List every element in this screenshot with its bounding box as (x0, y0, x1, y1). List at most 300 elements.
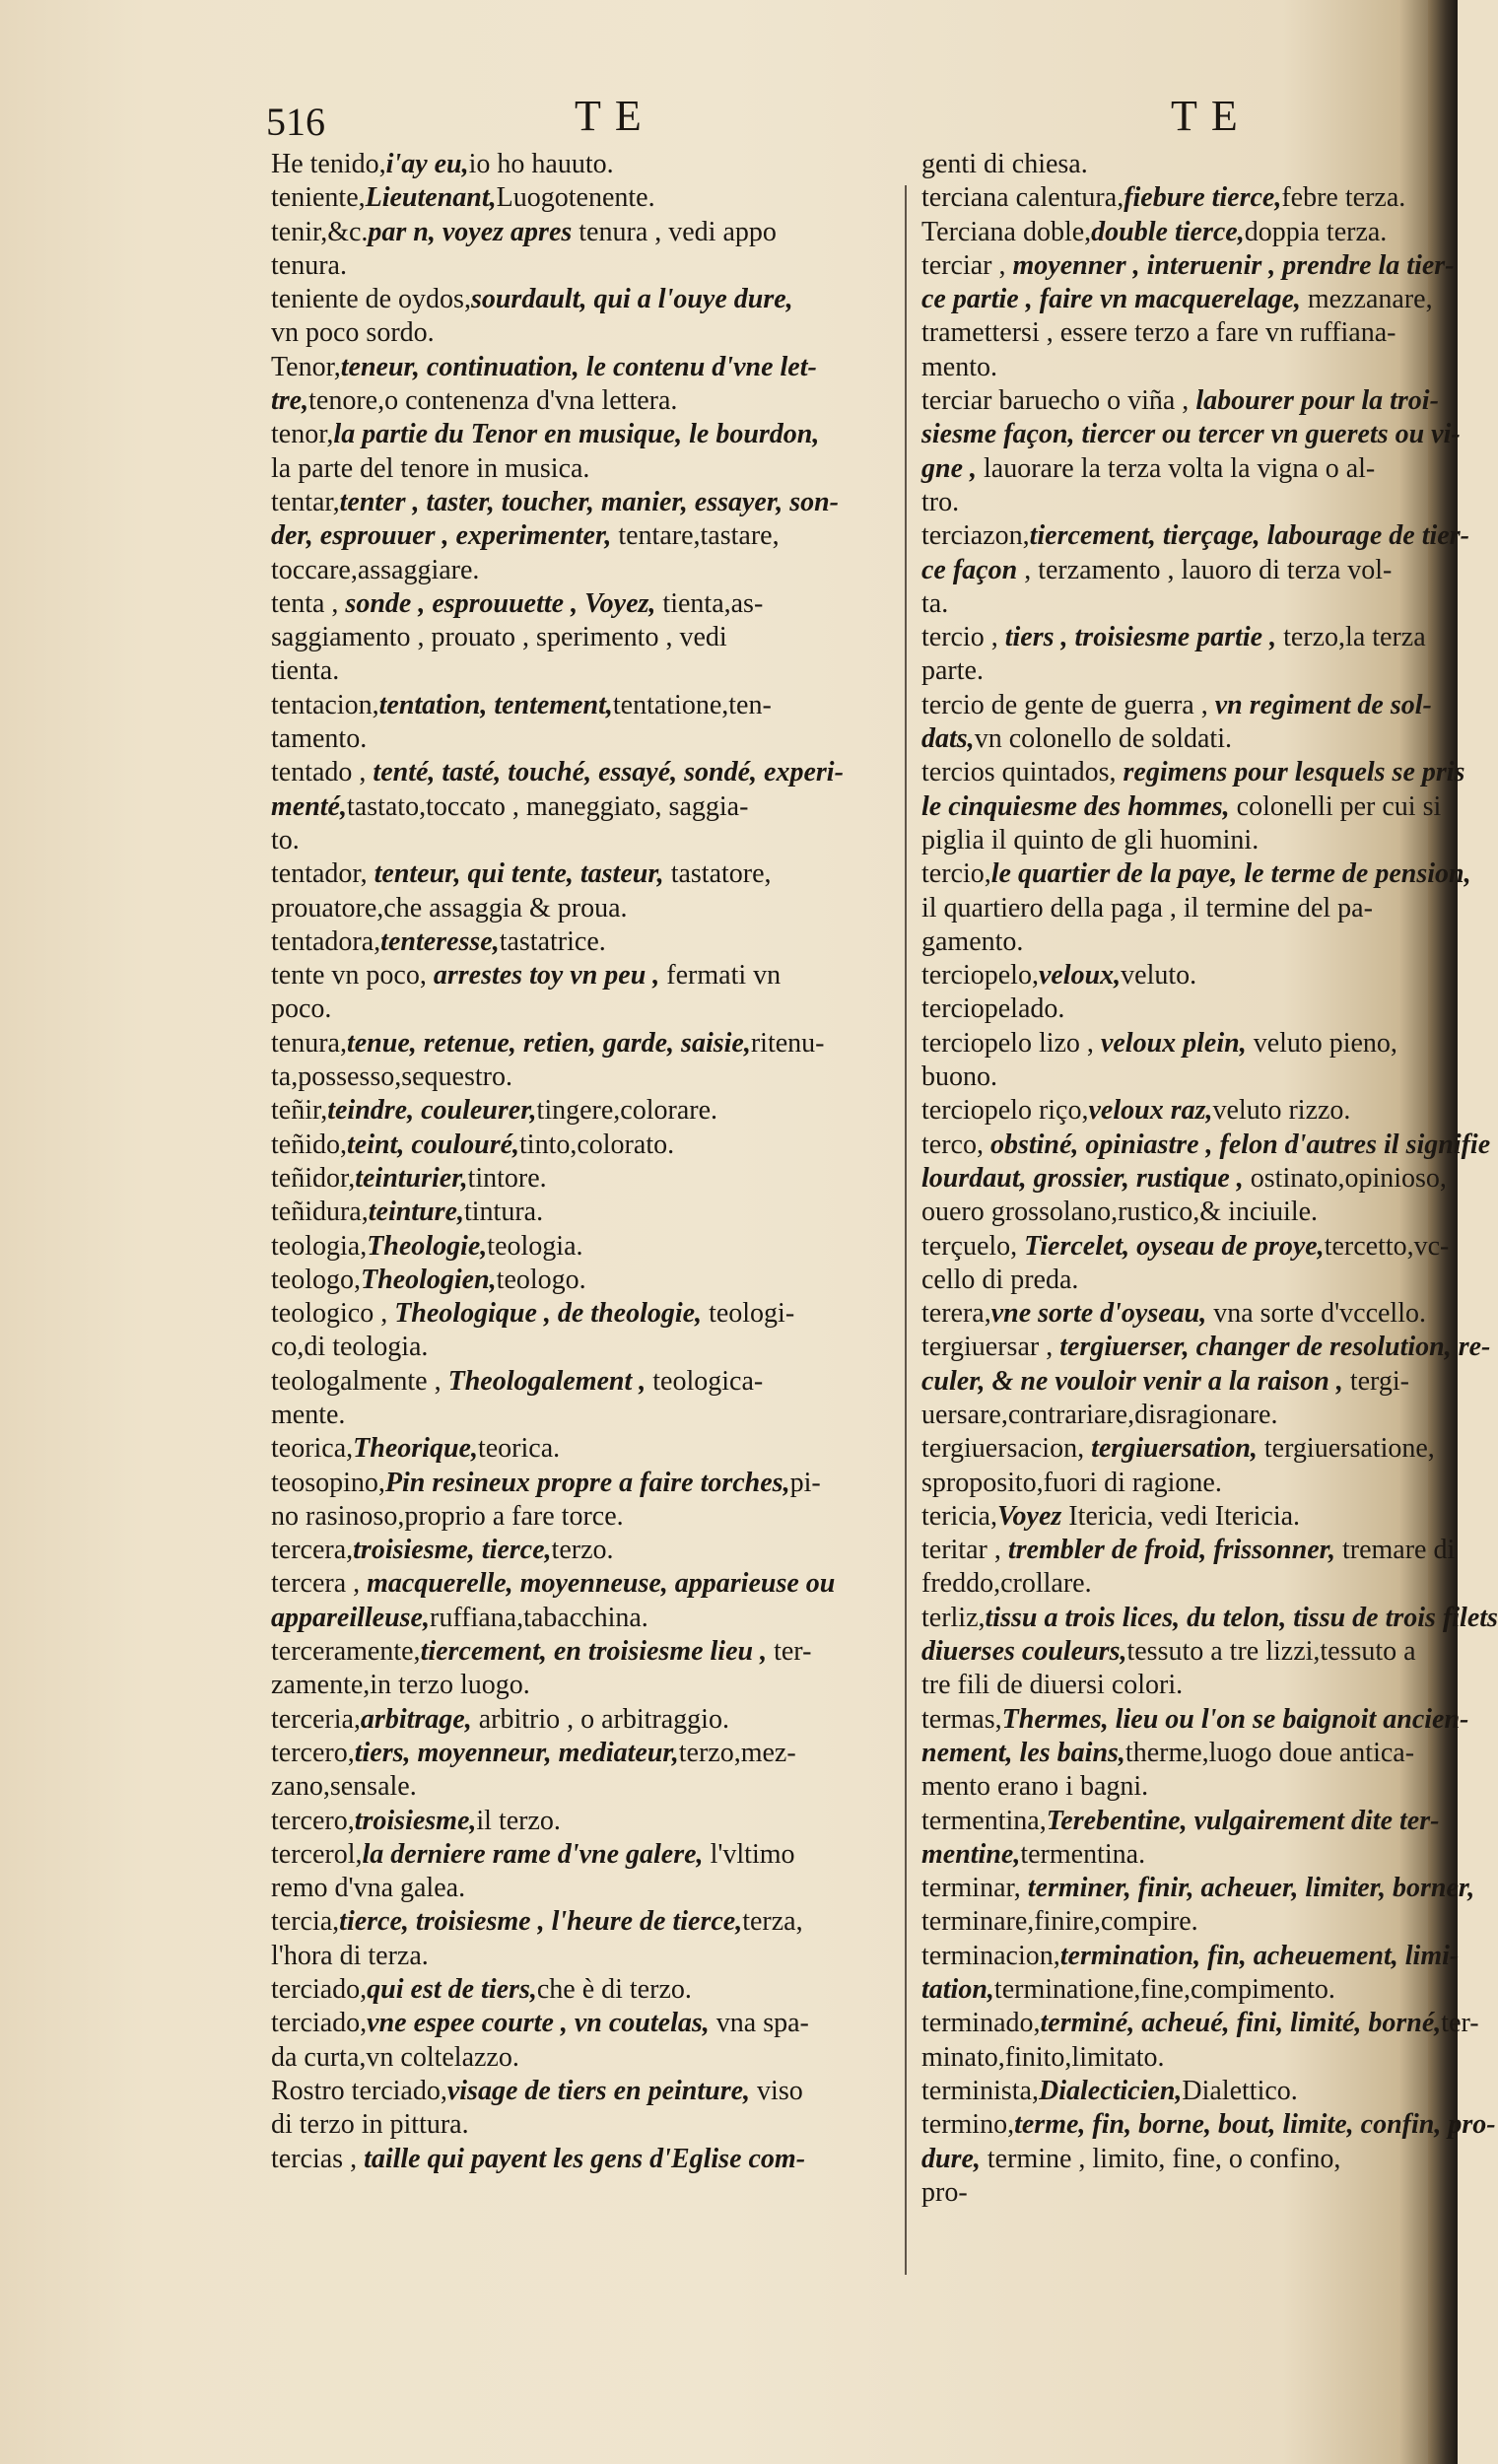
entry-text: tercero, (271, 1805, 355, 1836)
entry-line (921, 1500, 1434, 1534)
entry-text: terciopelo lizo , (921, 1027, 1101, 1059)
french-gloss: par n, voyez apres (368, 216, 573, 247)
french-gloss: i'ay eu, (385, 149, 469, 179)
entry-line (921, 790, 1442, 824)
entry-line (271, 1602, 902, 1635)
entry-text: tercerol, (271, 1838, 363, 1870)
entry-text: to. (271, 824, 300, 856)
french-gloss: Pin resineux propre a faire torches, (384, 1467, 790, 1498)
entry-text: tercera , (271, 1568, 368, 1600)
french-gloss: teint, coulouré, (347, 1129, 520, 1160)
french-gloss: fiebure tierce, (1124, 182, 1282, 214)
entry-line (921, 1703, 1469, 1737)
entry-text: terco, (921, 1129, 990, 1160)
entry-text: di terzo in pittura. (271, 2109, 469, 2141)
french-gloss: der, esprouuer , experimenter, (271, 520, 612, 552)
french-gloss: Dialecticien, (1038, 2075, 1183, 2106)
entry-text: tercetto,vc- (1324, 1230, 1450, 1262)
entry-line (271, 316, 902, 350)
entry-text: tentar, (271, 486, 340, 517)
entry-line (921, 2041, 1434, 2075)
entry-line (271, 824, 902, 857)
french-gloss: Tiercelet, oyseau de proye, (1024, 1230, 1325, 1262)
entry-text: terzo. (551, 1535, 614, 1566)
french-gloss: Theologalement , (447, 1365, 647, 1397)
entry-text: terçuelo, (921, 1230, 1025, 1262)
entry-text: teniente de oydos, (271, 284, 471, 315)
entry-text: terciar , (921, 249, 1013, 281)
entry-text: veluto. (1121, 960, 1197, 992)
french-gloss: tation, (921, 1974, 994, 2006)
entry-text: tercio de gente de guerra , (921, 689, 1215, 720)
entry-line (921, 1905, 1434, 1939)
french-gloss: obstiné, opiniastre , felon d'autres il signifie (989, 1129, 1491, 1160)
entry-text: genti di chiesa. (921, 149, 1088, 179)
french-gloss: regimens pour lesquels se pris (1123, 757, 1465, 788)
french-gloss: veloux, (1038, 960, 1122, 992)
entry-text: teologo, (271, 1264, 361, 1295)
entry-text: toccare,assaggiare. (271, 554, 480, 585)
entry-line (271, 2143, 902, 2176)
entry-text: terminacion, (921, 1940, 1060, 1971)
french-gloss: la derniere rame d'vne galere, (362, 1838, 704, 1870)
french-gloss: tiercement, tierçage, labourage de tier- (1029, 520, 1469, 552)
entry-text: piglia il quinto de gli huomini. (921, 824, 1260, 856)
entry-line (271, 2075, 902, 2108)
entry-line (921, 1331, 1491, 1364)
french-gloss: dats, (921, 723, 975, 755)
entry-line (271, 418, 902, 451)
french-gloss: nement, les bains, (921, 1737, 1125, 1768)
entry-text: termino, (921, 2109, 1015, 2141)
entry-text: veluto rizzo. (1212, 1095, 1351, 1127)
entry-line (271, 1297, 902, 1331)
entry-text: zamente,in terzo luogo. (271, 1670, 530, 1701)
entry-text: terera, (921, 1298, 991, 1330)
entry-line (921, 1737, 1434, 1770)
entry-text: Luogotenente. (496, 182, 655, 214)
entry-line (271, 1230, 902, 1264)
entry-line (271, 181, 902, 215)
entry-line (921, 722, 1434, 756)
french-gloss: ce partie , faire vn macquerelage, (921, 284, 1301, 315)
entry-text: terciado, (271, 1974, 368, 2006)
entry-text: che è di terzo. (536, 1974, 692, 2006)
entry-text: tercio , (921, 622, 1005, 653)
french-gloss: arrestes toy vn peu , (433, 960, 660, 992)
entry-line (921, 452, 1434, 486)
entry-line (921, 959, 1434, 992)
entry-text: teologica- (646, 1365, 764, 1397)
french-gloss: mentine, (921, 1838, 1021, 1870)
entry-line (921, 654, 1434, 688)
entry-line (921, 1635, 1434, 1669)
entry-line (921, 824, 1434, 857)
entry-text: tro. (921, 486, 960, 517)
entry-line (271, 148, 902, 181)
entry-line (271, 1162, 902, 1196)
entry-text: teñido, (271, 1129, 347, 1160)
entry-text: teorica. (477, 1433, 561, 1465)
french-gloss: sourdault, qui a l'ouye dure, (470, 284, 793, 315)
entry-line (921, 1399, 1434, 1432)
entry-text: , terzamento , lauoro di terza vol- (1017, 554, 1393, 585)
entry-text: tergiuersatione, (1257, 1433, 1435, 1465)
entry-line (921, 992, 1434, 1026)
french-gloss: macquerelle, moyenneuse, apparieuse ou (367, 1568, 836, 1600)
french-gloss: Theologique , de theologie, (394, 1298, 703, 1330)
page-number: 516 (266, 100, 325, 144)
entry-line (271, 1432, 902, 1466)
entry-line (271, 249, 902, 283)
entry-line (271, 756, 902, 789)
entry-text: termentina, (921, 1805, 1047, 1836)
entry-text: terminista, (921, 2075, 1039, 2106)
entry-text: tastatrice. (499, 925, 606, 957)
entry-line (271, 790, 902, 824)
french-gloss: tenter , taster, toucher, manier, essayer, son- (339, 486, 840, 517)
entry-line (921, 1432, 1434, 1466)
french-gloss: le quartier de la paye, le terme de pension, (990, 858, 1471, 890)
french-gloss: tiercement, en troisiesme lieu , (420, 1636, 768, 1668)
entry-text: sproposito,fuori di ragione. (921, 1467, 1222, 1498)
entry-text: fermati vn (659, 960, 782, 992)
entry-text: tentare,tastare, (611, 520, 780, 552)
entry-text: mezzanare, (1300, 284, 1433, 315)
entry-text: lauorare la terza volta la vigna o al- (977, 452, 1376, 484)
entry-line (921, 1196, 1434, 1229)
french-gloss: veloux plein, (1100, 1027, 1247, 1059)
french-gloss: diuerses couleurs, (921, 1636, 1127, 1668)
entry-text: mento erano i bagni. (921, 1771, 1149, 1803)
entry-text: tintura. (463, 1197, 544, 1228)
entry-line (921, 621, 1434, 654)
entry-text: He tenido, (271, 149, 386, 179)
french-gloss: ce façon (921, 554, 1018, 585)
entry-line (921, 1838, 1434, 1872)
entry-text: mento. (921, 351, 997, 382)
french-gloss: tenteresse, (380, 925, 500, 957)
entry-line (271, 722, 902, 756)
entry-text: tinto,colorato. (519, 1129, 675, 1160)
entry-text: tenir,&c. (271, 216, 369, 247)
entry-line (921, 1467, 1434, 1500)
entry-text: tastato,toccato , maneggiato, saggia- (347, 790, 749, 822)
entry-text: ouero grossolano,rustico,& inciuile. (921, 1197, 1319, 1228)
entry-text: l'vltimo (703, 1838, 795, 1870)
french-gloss: moyenner , interuenir , prendre la tier- (1012, 249, 1455, 281)
entry-text: no rasinoso,proprio a fare torce. (271, 1500, 624, 1532)
french-gloss: vne espee courte , vn coutelas, (367, 2008, 710, 2039)
french-gloss: teneur, continuation, le contenu d'vne let- (340, 351, 817, 382)
entry-line (271, 1940, 902, 1973)
entry-text: gamento. (921, 925, 1024, 957)
entry-text: io ho hauuto. (468, 149, 614, 179)
french-gloss: qui est de tiers, (367, 1974, 537, 2006)
entry-text: da curta,vn coltelazzo. (271, 2041, 519, 2073)
entry-text: terminare,finire,compire. (921, 1906, 1198, 1938)
entry-line (271, 2007, 902, 2040)
entry-text: teñidura, (271, 1197, 369, 1228)
entry-line (921, 418, 1461, 451)
french-gloss: Theologie, (367, 1230, 488, 1262)
entry-text: Terciana doble, (921, 216, 1092, 247)
entry-line (921, 181, 1434, 215)
entry-text: tercero, (271, 1737, 355, 1768)
entry-line (921, 689, 1434, 722)
entry-text: poco. (271, 993, 332, 1025)
entry-text: tentadora, (271, 925, 381, 957)
entry-text: tergiuersacion, (921, 1433, 1092, 1465)
entry-text: ter- (1441, 2008, 1479, 2039)
entry-text: terciopelo riço, (921, 1095, 1089, 1127)
entry-text: tenor, (271, 419, 334, 450)
entry-text: teritar , (921, 1535, 1008, 1566)
entry-line (921, 892, 1434, 925)
entry-text: teñir, (271, 1095, 328, 1127)
french-gloss: appareilleuse, (271, 1602, 430, 1633)
french-gloss: Voyez (996, 1500, 1062, 1532)
entry-line (271, 2041, 902, 2075)
entry-line (921, 756, 1465, 789)
entry-line (271, 554, 902, 587)
entry-text: mente. (271, 1399, 346, 1430)
entry-line (271, 587, 902, 621)
entry-text: tremare di (1334, 1535, 1456, 1566)
entry-text: tienta. (271, 655, 340, 687)
entry-text: febre terza. (1281, 182, 1406, 214)
entry-line (271, 452, 902, 486)
entry-line (921, 216, 1434, 249)
french-gloss: culer, & ne vouloir venir a la raison , (921, 1365, 1343, 1397)
entry-line (271, 1094, 902, 1128)
french-gloss: dure, (921, 2143, 981, 2174)
entry-text: pi- (789, 1467, 821, 1498)
entry-line (271, 1669, 902, 1702)
entry-text: tergi- (1342, 1365, 1409, 1397)
entry-text: tergiuersar , (921, 1332, 1060, 1363)
entry-text: tenura, (271, 1027, 347, 1059)
entry-text: vna spa- (709, 2008, 809, 2039)
entry-line (271, 1905, 902, 1939)
entry-text: Itericia, vedi Itericia. (1061, 1500, 1301, 1532)
entry-text: tentacion, (271, 689, 379, 720)
french-gloss: vne sorte d'oyseau, (990, 1298, 1207, 1330)
entry-line (921, 1872, 1475, 1905)
french-gloss: trembler de froid, frissonner, (1007, 1535, 1335, 1566)
entry-text: Rostro terciado, (271, 2075, 447, 2106)
entry-text: teorica, (271, 1433, 354, 1465)
entry-line (921, 2143, 1434, 2176)
entry-line (271, 1196, 902, 1229)
french-gloss: Terebentine, vulgairement dite ter- (1046, 1805, 1440, 1836)
entry-text: tercias , (271, 2143, 365, 2174)
entry-text: termentina. (1020, 1838, 1146, 1870)
entry-line (271, 1635, 902, 1669)
french-gloss: lourdaut, grossier, rustique , (921, 1162, 1244, 1194)
entry-line (271, 1534, 902, 1567)
french-gloss: sonde , esprouuette , Voyez, (345, 587, 656, 619)
entry-text: terciopelado. (921, 993, 1065, 1025)
entry-line (271, 654, 902, 688)
french-gloss: troisiesme, tierce, (353, 1535, 552, 1566)
entry-line (271, 1973, 902, 2007)
entry-line (921, 587, 1434, 621)
entry-text: terciazon, (921, 520, 1030, 552)
entry-text: tessuto a tre lizzi,tessuto a (1126, 1636, 1416, 1668)
entry-line (921, 1567, 1434, 1601)
entry-line (271, 992, 902, 1026)
entry-line (921, 1297, 1434, 1331)
french-gloss: teinturier, (355, 1162, 468, 1194)
french-gloss: tergiuerser, changer de resolution, re- (1059, 1332, 1491, 1363)
right-column (921, 148, 1498, 2210)
french-gloss: veloux raz, (1088, 1095, 1213, 1127)
french-gloss: tentation, tentement, (378, 689, 613, 720)
entry-line (271, 1737, 902, 1770)
entry-text: doppia terza. (1244, 216, 1388, 247)
entry-line (271, 621, 902, 654)
entry-text: tercio, (921, 858, 991, 890)
entry-text: teologi- (702, 1298, 795, 1330)
entry-text: minato,finito,limitato. (921, 2041, 1165, 2073)
entry-text: ostinato,opinioso, (1243, 1162, 1447, 1194)
entry-text: arbitrio , o arbitraggio. (471, 1703, 729, 1735)
entry-text: tercia, (271, 1906, 340, 1938)
french-gloss: terme, fin, borne, bout, limite, confin, pro- (1014, 2109, 1496, 2141)
entry-text: freddo,crollare. (921, 1568, 1092, 1600)
entry-text: teñidor, (271, 1162, 356, 1194)
entry-text: tercera, (271, 1535, 354, 1566)
entry-text: teologalmente , (271, 1365, 448, 1397)
entry-line (921, 1129, 1491, 1162)
entry-text: saggiamento , prouato , sperimento , vedi (271, 622, 727, 653)
entry-text: tenura. (271, 249, 347, 281)
entry-text: teosopino, (271, 1467, 385, 1498)
entry-text: tintore. (467, 1162, 547, 1194)
entry-text: veluto pieno, (1246, 1027, 1397, 1059)
entry-text: teologia. (487, 1230, 583, 1262)
entry-line (921, 316, 1434, 350)
french-gloss: teinture, (368, 1197, 464, 1228)
entry-text: colonelli per cui si (1229, 790, 1442, 822)
entry-text: terliz, (921, 1602, 986, 1633)
entry-text: teologia, (271, 1230, 368, 1262)
entry-line (271, 1770, 902, 1804)
entry-text: tentador, (271, 858, 374, 890)
entry-text: terceramente, (271, 1636, 421, 1668)
entry-text: tericia, (921, 1500, 997, 1532)
entry-text: zano,sensale. (271, 1771, 417, 1803)
french-gloss: Theologien, (361, 1264, 497, 1295)
entry-line (921, 1365, 1434, 1399)
entry-line (921, 1094, 1434, 1128)
entry-line (271, 1467, 902, 1500)
entry-text: uersare,contrariare,disragionare. (921, 1399, 1278, 1430)
entry-text: tenura , vedi appo (572, 216, 777, 247)
entry-line (921, 1805, 1440, 1838)
entry-text: terza, (742, 1906, 803, 1938)
entry-line (271, 216, 902, 249)
french-gloss: siesme façon, tiercer ou tercer vn guerets ou vi- (921, 419, 1461, 450)
entry-text: tastatore, (663, 858, 772, 890)
french-gloss: tissu a trois lices, du telon, tissu de trois filets (985, 1602, 1498, 1633)
french-gloss: vn regiment de sol- (1214, 689, 1432, 720)
entry-line (271, 351, 902, 384)
entry-line (921, 1162, 1447, 1196)
entry-line (921, 1669, 1434, 1702)
entry-text: terminatione,fine,compimento. (993, 1974, 1335, 2006)
entry-line (921, 1230, 1450, 1264)
entry-line (921, 2176, 1434, 2210)
entry-line (271, 689, 902, 722)
french-gloss: tre, (271, 385, 309, 417)
entry-line (271, 1129, 902, 1162)
entry-text: teologo. (496, 1264, 586, 1295)
entry-line (271, 857, 902, 891)
entry-text: termine , limito, fine, o confino, (980, 2143, 1341, 2174)
entry-text: ritenu- (750, 1027, 825, 1059)
entry-line (921, 2108, 1496, 2142)
entry-line (921, 351, 1434, 384)
entry-line (271, 1027, 902, 1061)
entry-line (271, 1365, 902, 1399)
entry-text: tienta,as- (655, 587, 764, 619)
french-gloss: tergiuersation, (1091, 1433, 1258, 1465)
entry-text: cello di preda. (921, 1264, 1079, 1295)
french-gloss: tenue, retenue, retien, garde, saisie, (346, 1027, 751, 1059)
entry-line (271, 1399, 902, 1432)
entry-text: terminar, (921, 1873, 1028, 1904)
french-gloss: tierce, troisiesme , l'heure de tierce, (339, 1906, 743, 1938)
french-gloss: Thermes, lieu ou l'on se baignoit ancien- (1001, 1703, 1469, 1735)
entry-line (921, 283, 1434, 316)
french-gloss: gne , (921, 452, 977, 484)
entry-line (271, 1838, 902, 1872)
french-gloss: la partie du Tenor en musique, le bourdon, (333, 419, 820, 450)
entry-text: il quartiero della paga , il termine del pa- (921, 892, 1373, 924)
entry-text: terzo,la terza (1276, 622, 1426, 653)
left-column (271, 148, 902, 2176)
entry-text: viso (750, 2075, 803, 2106)
entry-text: terminado, (921, 2008, 1041, 2039)
french-gloss: terminé, acheué, fini, limité, borné, (1040, 2008, 1442, 2039)
entry-text: vn colonello de soldati. (974, 723, 1232, 755)
entry-line (271, 2108, 902, 2142)
entry-line (271, 283, 902, 316)
entry-text: terzo,mez- (678, 1737, 796, 1768)
french-gloss: Lieutenant, (365, 182, 497, 214)
entry-text: vna sorte d'vccello. (1206, 1298, 1426, 1330)
entry-line (921, 1534, 1456, 1567)
entry-text: teniente, (271, 182, 366, 214)
french-gloss: terminer, finir, acheuer, limiter, borner, (1027, 1873, 1475, 1904)
entry-line (921, 249, 1455, 283)
entry-text: tenta , (271, 587, 346, 619)
entry-line (921, 486, 1434, 519)
entry-line (271, 1872, 902, 1905)
entry-line (921, 519, 1469, 553)
entry-line (921, 1770, 1434, 1804)
entry-line (271, 519, 902, 553)
entry-line (271, 925, 902, 959)
entry-text: tingere,colorare. (536, 1095, 717, 1127)
entry-line (271, 1500, 902, 1534)
entry-text: Tenor, (271, 351, 341, 382)
french-gloss: taille qui payent les gens d'Eglise com- (364, 2143, 806, 2174)
french-gloss: labourer pour la troi- (1195, 385, 1439, 417)
entry-line (921, 384, 1439, 418)
